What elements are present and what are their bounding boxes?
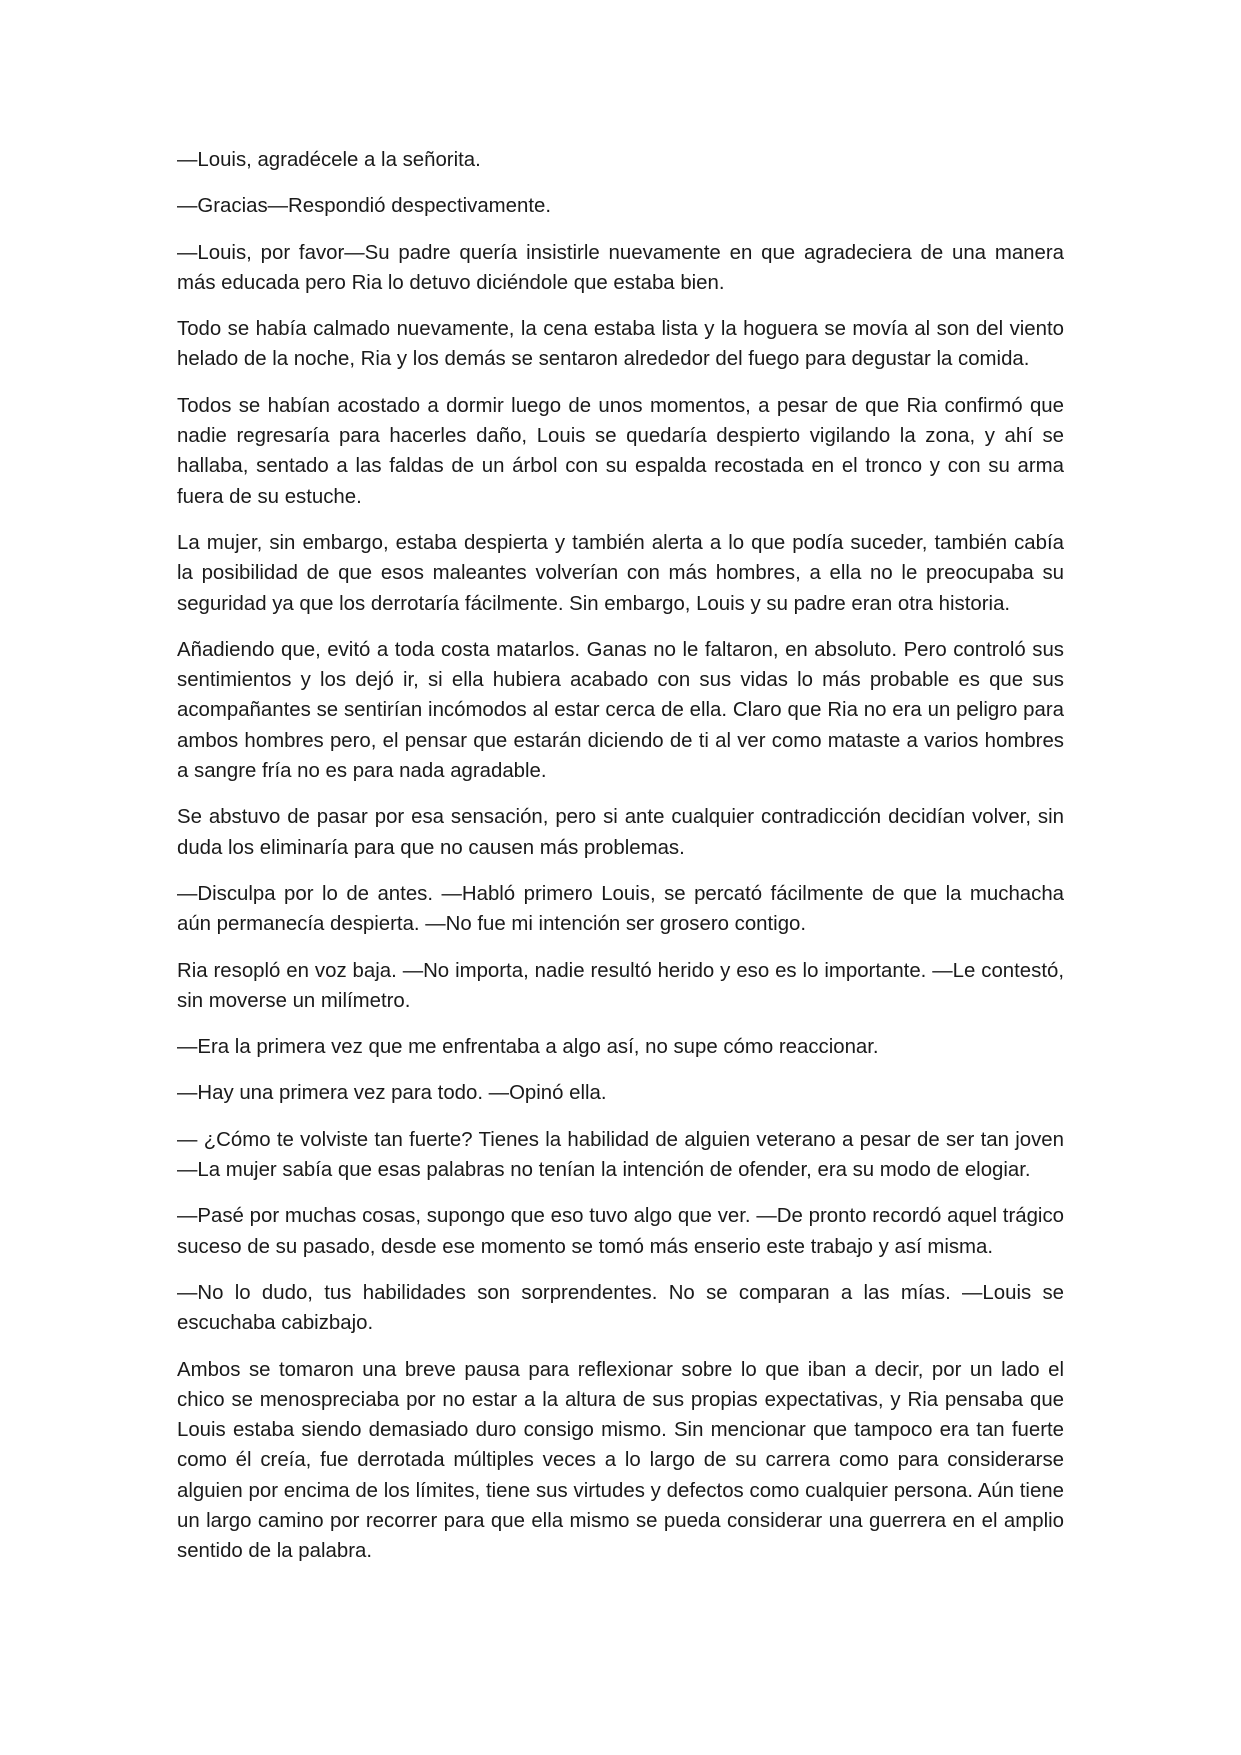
- paragraph: —Pasé por muchas cosas, supongo que eso tuvo algo que ver. —De pronto recordó aquel trágico suceso de su pasado, desde ese momento se tomó más enserio este trabajo y así misma.: [177, 1205, 1064, 1258]
- paragraph: Todos se habían acostado a dormir luego de unos momentos, a pesar de que Ria confirmó que nadie regresaría para hacerles daño, Louis se quedaría despierto vigilando la zona, y ahí se hallaba, sentado a las faldas de un árbol con su espalda recostada en el tronco y con su arma fuera de su estuche.: [177, 394, 1064, 508]
- paragraph: — ¿Cómo te volviste tan fuerte? Tienes la habilidad de alguien veterano a pesar de ser tan joven—La mujer sabía que esas palabras no tenían la intención de ofender, era su modo de elogiar.: [177, 1128, 1064, 1182]
- paragraph: —Louis, agradécele a la señorita.: [177, 149, 481, 171]
- paragraph: Todo se había calmado nuevamente, la cena estaba lista y la hoguera se movía al son del viento helado de la noche, Ria y los demás se sentaron alrededor del fuego para degustar la comida.: [177, 318, 1064, 371]
- paragraph: —Louis, por favor—Su padre quería insistirle nuevamente en que agradeciera de una manera más educada pero Ria lo detuvo diciéndole que estaba bien.: [177, 241, 1064, 294]
- paragraph: —Disculpa por lo de antes. —Habló primero Louis, se percató fácilmente de que la muchacha aún permanecía despierta. —No fue mi intención ser grosero contigo.: [177, 882, 1064, 936]
- paragraph: —Hay una primera vez para todo. —Opinó ella.: [177, 1082, 607, 1105]
- paragraph: Se abstuvo de pasar por esa sensación, pero si ante cualquier contradicción decidían volver, sin duda los eliminaría para que no causen más problemas.: [177, 806, 1064, 859]
- document-page: [177, 145, 1064, 1583]
- paragraph: —Gracias—Respondió despectivamente.: [177, 195, 552, 218]
- paragraph: —Era la primera vez que me enfrentaba a algo así, no supe cómo reaccionar.: [177, 1036, 879, 1059]
- paragraph: Añadiendo que, evitó a toda costa matarlos. Ganas no le faltaron, en absoluto. Pero controló sus sentimientos y los dejó ir, si ella hubiera acabado con sus vidas lo más probable es que sus acompañantes se sentirían incómodos al estar cerca de ella. Claro que Ria no era un peligro para ambos hombres pero, el pensar que estarán diciendo de ti al ver como mataste a varios hombres a sangre fría no es para nada agradable.: [177, 638, 1064, 783]
- paragraph: Ria resopló en voz baja. —No importa, nadie resultó herido y eso es lo importante. —Le contestó, sin moverse un milímetro.: [177, 959, 1064, 1012]
- paragraph: —No lo dudo, tus habilidades son sorprendentes. No se comparan a las mías. —Louis se escuchaba cabizbajo.: [177, 1281, 1064, 1335]
- paragraph: La mujer, sin embargo, estaba despierta y también alerta a lo que podía suceder, también cabía la posibilidad de que esos maleantes volverían con más hombres, a ella no le preocupaba su seguridad ya que los derrotaría fácilmente. Sin embargo, Louis y su padre eran otra historia.: [177, 531, 1064, 615]
- paragraph: Ambos se tomaron una breve pausa para reflexionar sobre lo que iban a decir, por un lado el chico se menospreciaba por no estar a la altura de sus propias expectativas, y Ria pensaba que Louis estaba siendo demasiado duro consigo mismo. Sin mencionar que tampoco era tan fuerte como él creía, fue derrotada múltiples veces a lo largo de su carrera como para considerarse alguien por encima de los límites, tiene sus virtudes y defectos como cualquier persona. Aún tiene un largo camino por recorrer para que ella mismo se pueda considerar una guerrera en el amplio sentido de la palabra.: [177, 1358, 1064, 1563]
